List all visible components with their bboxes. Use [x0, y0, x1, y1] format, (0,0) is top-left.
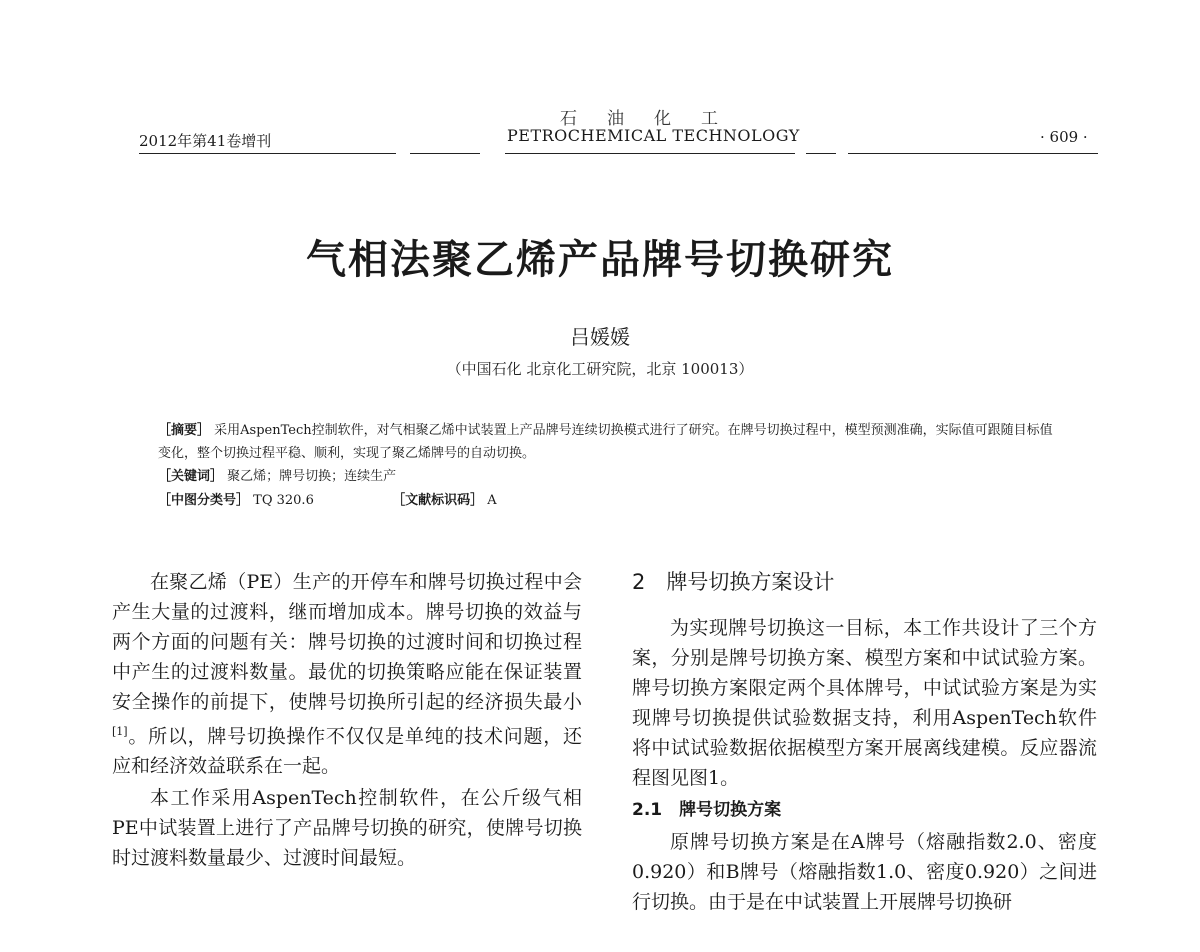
- article-title: 气相法聚乙烯产品牌号切换研究: [306, 237, 894, 283]
- header-rule: [505, 153, 795, 154]
- body-left-column: [112, 567, 582, 873]
- body-paragraph: 本工作采用AspenTech控制软件，在公斤级气相PE中试装置上进行了产品牌号切换的研究，使牌号切换时过渡料数量最少、过渡时间最短。: [112, 787, 582, 870]
- keywords-line: [158, 465, 1058, 489]
- abstract-body: 采用AspenTech控制软件，对气相聚乙烯中试装置上产品牌号连续切换模式进行了研究。在牌号切换过程中，模型预测准确，实际值可跟随目标值变化，整个切换过程平稳、顺利，实现了聚乙烯牌号的自动切换。: [158, 423, 1053, 461]
- abstract-block: [158, 419, 1058, 513]
- header-rule: [806, 153, 836, 154]
- doc-code-value: A: [487, 493, 497, 508]
- header-rule: [848, 153, 1098, 154]
- section-heading: 2 牌号切换方案设计: [632, 570, 835, 594]
- body-paragraph: 为实现牌号切换这一目标，本工作共设计了三个方案，分别是牌号切换方案、模型方案和中试试验方案。牌号切换方案限定两个具体牌号，中试试验方案是为实现牌号切换提供试验数据支持，利用AspenTech软件将中试试验数据依据模型方案开展离线建模。反应器流程图见图1。: [632, 617, 1097, 789]
- subsection-heading: 2.1 牌号切换方案: [632, 800, 782, 820]
- abstract-text: [158, 419, 1058, 465]
- author-affiliation: （中国石化 北京化工研究院，北京 100013）: [446, 360, 754, 378]
- page-number: · 609 ·: [1040, 128, 1088, 146]
- clc-value: TQ 320.6: [253, 493, 314, 508]
- keywords-label: ［关键词］: [158, 469, 224, 484]
- journal-name-cn: 石油化工: [560, 109, 748, 129]
- keywords-value: 聚乙烯；牌号切换；连续生产: [227, 469, 397, 484]
- clc-label: ［中图分类号］: [158, 493, 250, 508]
- body-right-column: [632, 567, 1097, 917]
- issue-label: 2012年第41卷增刊: [139, 132, 272, 150]
- header-rule: [410, 153, 480, 154]
- classification-line: [158, 489, 1058, 513]
- journal-name-en: PETROCHEMICAL TECHNOLOGY: [507, 126, 800, 145]
- header-rule: [139, 153, 396, 154]
- author-name: 吕媛媛: [570, 325, 630, 349]
- abstract-label: ［摘要］: [158, 423, 211, 438]
- body-paragraph: 原牌号切换方案是在A牌号（熔融指数2.0、密度0.920）和B牌号（熔融指数1.0、密度0.920）之间进行切换。由于是在中试装置上开展牌号切换研: [632, 831, 1097, 913]
- doc-code-label: ［文献标识码］: [392, 493, 484, 508]
- citation-ref: [1]: [112, 725, 128, 738]
- body-paragraph: 在聚乙烯（PE）生产的开停车和牌号切换过程中会产生大量的过渡料，继而增加成本。牌号切换的效益与两个方面的问题有关：牌号切换的过渡时间和切换过程中产生的过渡料数量。最优的切换策略应能在保证装置安全操作的前提下，使牌号切换所引起的经济损失最小[1]。所以，牌号切换操作不仅仅是单纯的技术问题，还应和经济效益联系在一起。: [112, 571, 582, 778]
